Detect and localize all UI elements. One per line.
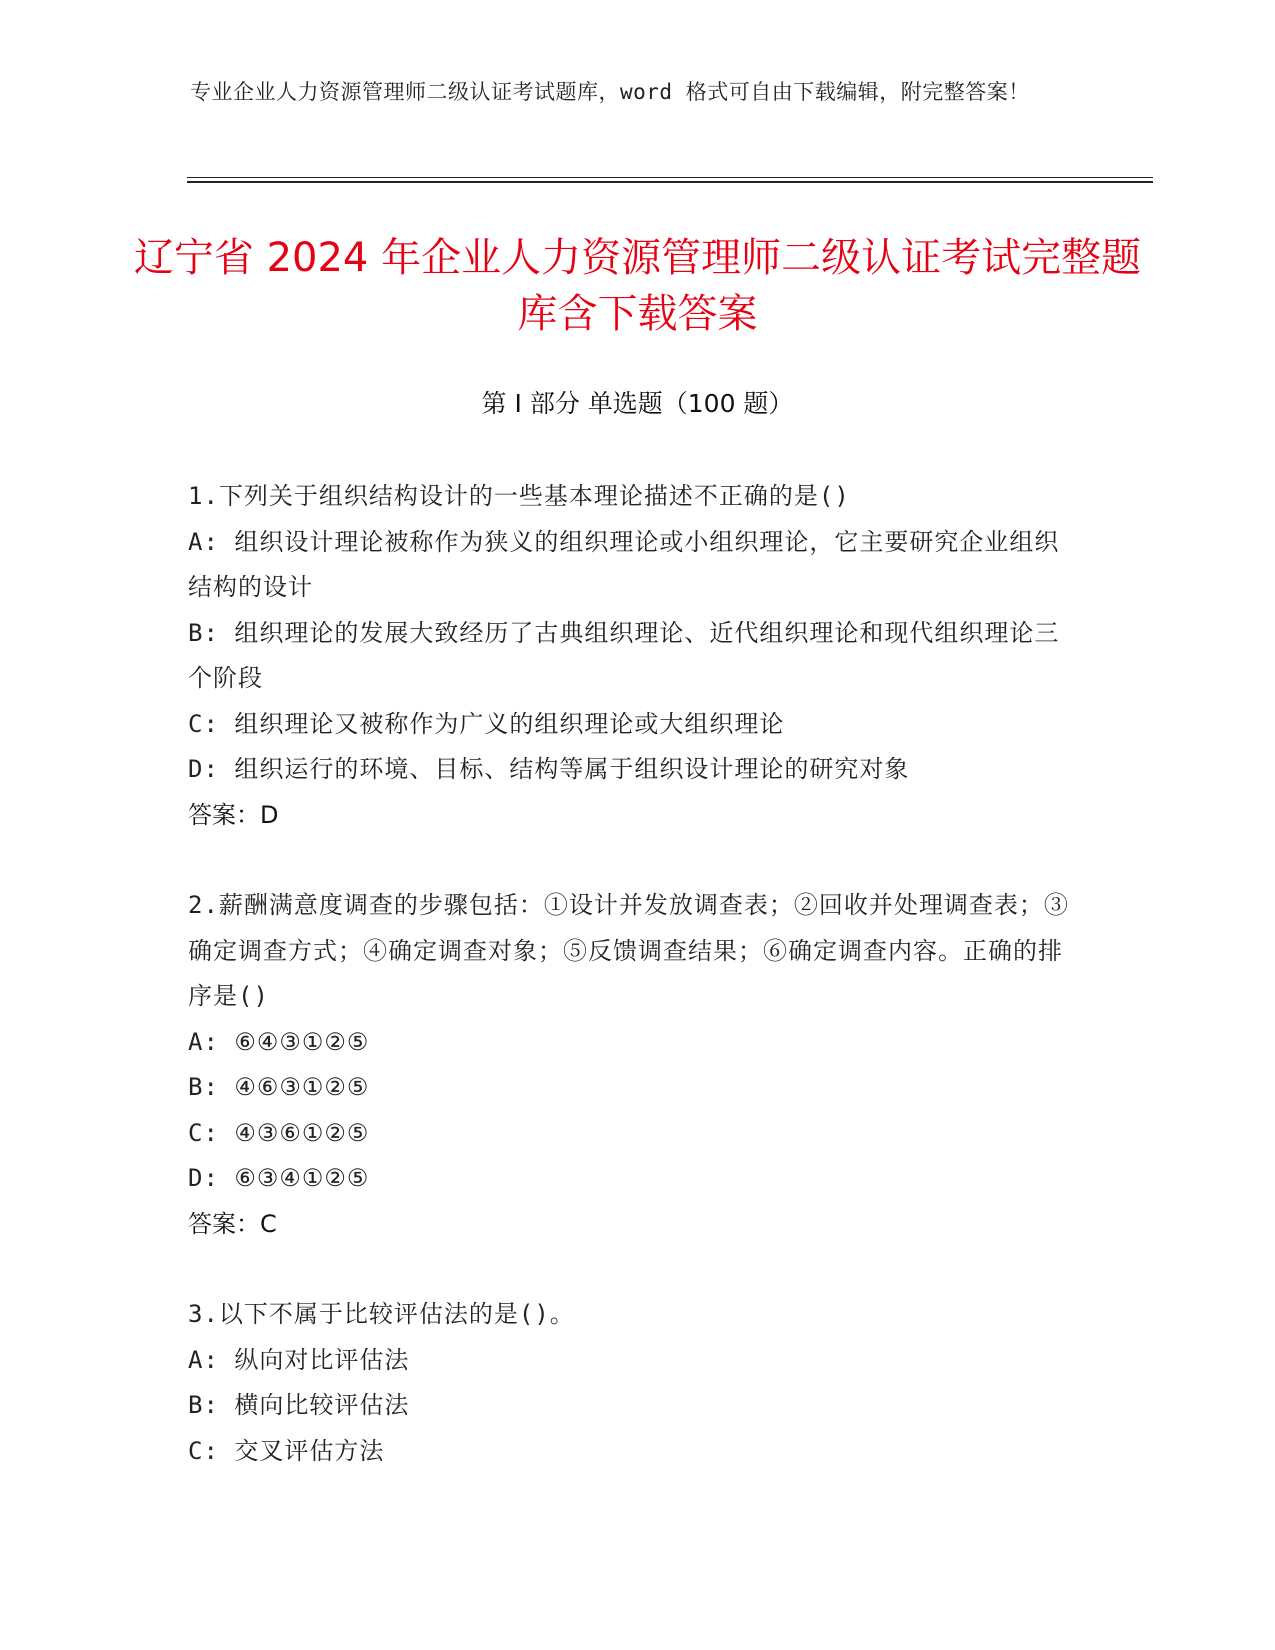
option-b: B: ④⑥③①②⑤: [188, 1073, 370, 1101]
section-heading: 第 I 部分 单选题（100 题）: [481, 389, 794, 418]
header-divider-thick: [187, 181, 1153, 183]
question-list: [188, 474, 1078, 1519]
option-a: A: 纵向对比评估法: [188, 1345, 410, 1374]
question-stem: 3.以下不属于比较评估法的是()。: [188, 1300, 575, 1328]
option-c: C: ④③⑥①②⑤: [188, 1118, 370, 1147]
question-stem: 2.薪酬满意度调查的步骤包括：①设计并发放调查表；②回收并处理调查表；③确定调查方式；④确定调查对象；⑤反馈调查结果；⑥确定调查内容。正确的排序是(): [188, 891, 1069, 1010]
document-title: 辽宁省 2024 年企业人力资源管理师二级认证考试完整题库含下载答案: [133, 235, 1142, 337]
header-note: 专业企业人力资源管理师二级认证考试题库，word 格式可自由下载编辑，附完整答案！: [190, 80, 1030, 104]
header-divider-thin: [187, 177, 1153, 178]
option-c: C: 交叉评估方法: [188, 1436, 385, 1465]
option-c: C: 组织理论又被称作为广义的组织理论或大组织理论: [188, 709, 785, 738]
option-a: A: ⑥④③①②⑤: [188, 1027, 370, 1056]
question-stem: 1.下列关于组织结构设计的一些基本理论描述不正确的是(): [188, 482, 850, 510]
question-2: [188, 883, 1078, 1247]
option-b: B: 横向比较评估法: [188, 1391, 410, 1419]
question-1: [188, 474, 1078, 838]
answer: 答案：C: [188, 1209, 277, 1238]
option-a: A: 组织设计理论被称作为狭义的组织理论或小组织理论，它主要研究企业组织结构的设计: [188, 527, 1060, 601]
option-d: D: ⑥③④①②⑤: [188, 1164, 370, 1192]
question-3: [188, 1292, 1078, 1474]
answer: 答案：D: [188, 800, 279, 829]
option-b: B: 组织理论的发展大致经历了古典组织理论、近代组织理论和现代组织理论三个阶段: [188, 618, 1060, 692]
option-d: D: 组织运行的环境、目标、结构等属于组织设计理论的研究对象: [188, 755, 910, 783]
